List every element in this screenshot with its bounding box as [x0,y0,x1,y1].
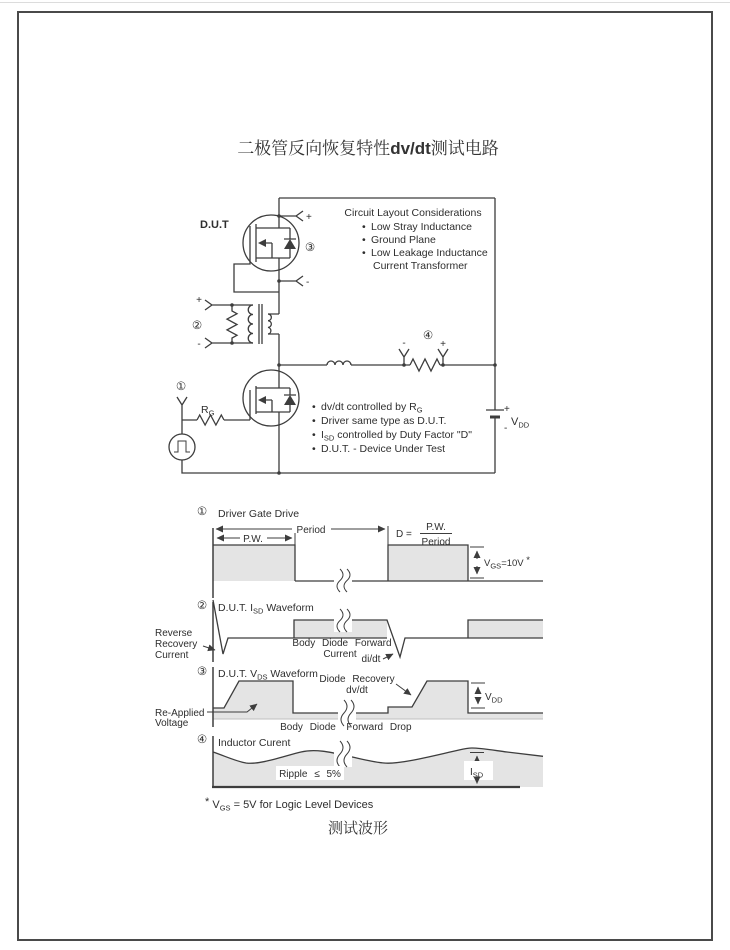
w4-marker: ④ [196,732,208,746]
note-item: D.U.T. - Device Under Test [321,443,446,455]
dut-body-arrow-icon [258,239,266,247]
rg-label: $R_G$ [201,404,215,418]
body-diode-label: Body Diode [280,722,336,733]
sense-probe-minus: - [402,338,406,349]
note-item: $I_{SD}$ controlled by Duty Factor "D" [321,429,472,443]
page-title: 二极管反向恢复特性dv/dt测试电路 [237,139,499,158]
w4-fill [213,748,543,787]
clc-bullet: • [362,221,366,233]
vdd-amplitude-label: $V_{DD}$ [485,692,503,705]
pulse-generator-icon [169,434,195,460]
pulse-glyph-icon [174,441,190,452]
driver-mosfet-icon [243,370,299,426]
note-bullet: • [312,401,316,413]
re-applied-voltage-label: Voltage [155,718,189,729]
ripple-label: Ripple ≤ 5% [279,769,341,780]
duty-numerator: P.W. [426,522,446,533]
w2-fill [468,620,543,638]
forward-drop-label: Forward Drop [346,722,412,733]
waveform-diagram [155,504,543,813]
diode-recovery-dvdt-label: Diode Recovery [319,674,395,685]
didt-arrow [383,654,393,659]
clc-title: Circuit Layout Considerations [344,207,482,219]
clc-bullet: • [362,247,366,259]
reverse-recovery-label: Recovery [155,639,198,650]
w2-label: D.U.T. $I_{SD}$ Waveform [218,602,314,616]
ct-primary-coil [248,305,253,343]
duty-lhs: D = [396,529,412,540]
w2-marker: ② [196,598,208,612]
clc-item: Low Stray Inductance [371,221,472,233]
dut-probe-plus: + [306,212,312,223]
waveform-driver-gate-drive [197,504,543,598]
circuit-layout-considerations [344,207,487,272]
circuit-notes [312,401,472,455]
w3-label: D.U.T. $V_{DS}$ Waveform [218,668,318,682]
series-inductor-icon [327,361,351,365]
isd-amplitude-label: $I_{SD}$ [470,767,484,780]
ct-shunt-resistor [227,305,237,343]
note-bullet: • [312,443,316,455]
body-diode-forward-current-label: Current [323,649,357,660]
w1-label: Driver Gate Drive [218,508,300,520]
ct-probe-minus: - [197,339,201,350]
driver-body-diode-icon [284,395,296,405]
w1-marker: ① [196,504,208,518]
waveform-isd [155,598,543,665]
w3-marker: ③ [196,664,208,678]
clc-item: Ground Plane [371,234,436,246]
figure-caption: 测试波形 [327,820,389,837]
note-bullet: • [312,429,316,441]
vdd-ticks [471,683,485,708]
pw-label: P.W. [243,534,263,545]
battery-minus-sign: - [504,423,508,434]
battery-plus-sign: + [504,404,510,415]
footnote: * $V_{GS} = 5V$ for Logic Level Devices [205,796,374,813]
note-item: dv/dt controlled by $R_G$ [321,401,423,415]
diode-recovery-arrow [396,684,411,695]
waveform-vds [155,664,543,733]
waveform-inductor-current [197,732,543,787]
vgs-amplitude-label: $V_{GS}=10V$ * [484,555,530,571]
dut-probe-minus: - [306,277,310,288]
body-diode-forward-current-label: Body Diode Forward [292,638,392,649]
note-bullet: • [312,415,316,427]
note-item: Driver same type as D.U.T. [321,415,447,427]
battery-icon [486,410,504,417]
reverse-recovery-label: Reverse [155,628,193,639]
sense-probe-plus: + [440,339,446,350]
sense-resistor [410,359,440,371]
w1-pulse-fill [213,545,295,581]
circuit-marker-4: ④ [422,328,434,342]
circuit-marker-3: ③ [304,240,316,254]
w4-label: Inductor Curent [218,737,291,749]
test-circuit-diagram [169,198,530,475]
clc-item: Low Leakage Inductance [371,247,488,259]
dut-mosfet-icon [243,215,299,271]
reverse-recovery-label: Current [155,650,189,661]
dut-label: D.U.T [200,219,229,231]
dut-body-diode-icon [284,239,296,249]
period-label: Period [296,525,326,536]
re-applied-voltage-label: Re-Applied [155,708,205,719]
didt-label: di/dt [361,654,381,665]
pulse-generator-circle [169,434,195,460]
duty-formula [396,522,452,548]
diode-recovery-dvdt-label: dv/dt [346,685,368,696]
vdd-label: $V_{DD}$ [511,416,530,430]
circuit-marker-1: ① [175,379,187,393]
w1-pulse-fill [388,545,468,581]
duty-denominator: Period [421,537,451,548]
ct-secondary-coil [268,314,271,334]
clc-bullet: • [362,234,366,246]
circuit-marker-2: ② [191,318,203,332]
ct-probe-plus: + [196,295,202,306]
driver-body-arrow-icon [258,396,266,404]
clc-item: Current Transformer [373,260,468,272]
